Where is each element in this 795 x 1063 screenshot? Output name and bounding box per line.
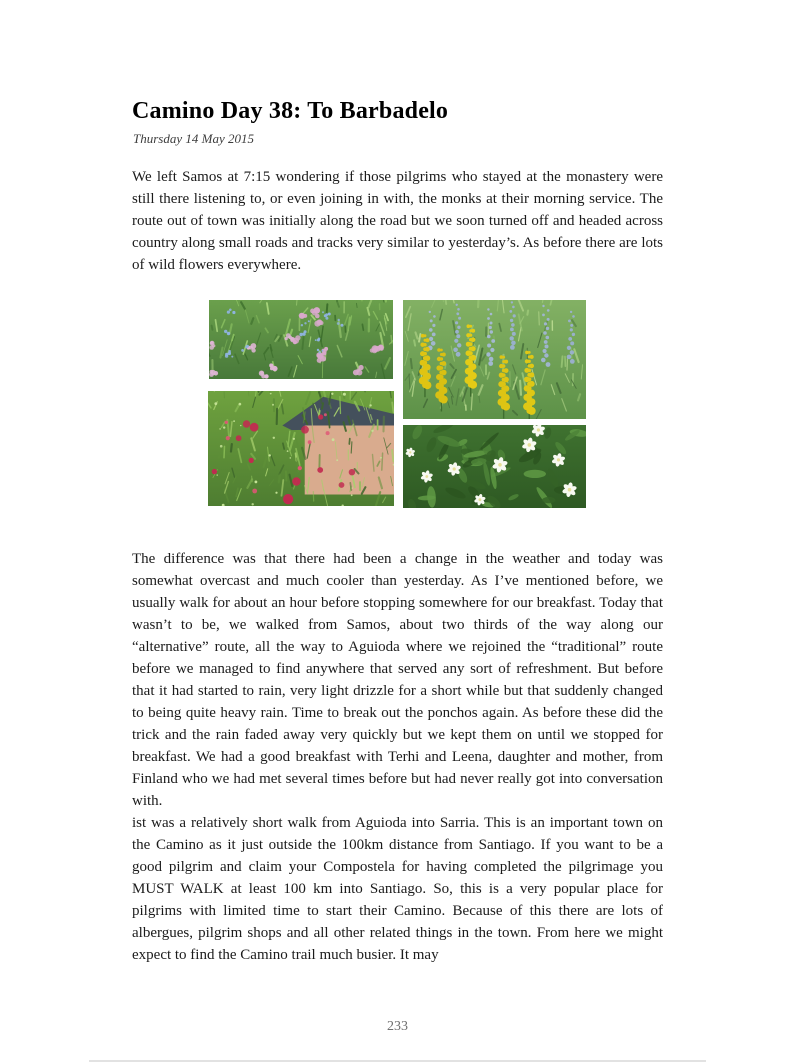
intro-paragraph-block bbox=[132, 166, 663, 276]
paragraph-intro: We left Samos at 7:15 wondering if those pilgrims who stayed at the monastery were still there listening to, or even joining in with, the monks at their morning service. The route out of town was initially along the road but we soon turned off and headed across country along small roads and tracks very similar to yesterday’s. As before there are lots of wild flowers everywhere. bbox=[132, 169, 663, 273]
photo-rose-bush bbox=[208, 391, 394, 506]
main-paragraph-block bbox=[132, 548, 663, 966]
paragraph-sarria: ist was a relatively short walk from Aguioda into Sarria. This is an important town on the Camino as it just outside the 100km distance from Santiago. If you want to be a good pilgrim and claim your Compostela for having completed the pilgrimage you MUST WALK at least 100 km into Santiago. So, this is a very popular place for pilgrims with limited time to start their Camino. Because of this there are lots of albergues, pilgrim shops and all other related things in the town. From here we might expect to find the Camino trail much busier. It may bbox=[132, 815, 663, 963]
page-number: 233 bbox=[387, 1019, 408, 1034]
post-title: Camino Day 38: To Barbadelo bbox=[132, 98, 449, 124]
post-date: Thursday 14 May 2015 bbox=[133, 131, 254, 146]
photo-pink-wildflowers bbox=[209, 300, 393, 379]
photo-white-anemones bbox=[403, 425, 586, 508]
photo-yellow-lupins bbox=[403, 300, 586, 419]
page-bottom-edge bbox=[89, 1060, 706, 1062]
paragraph-weather: The difference was that there had been a change in the weather and today was somewhat overcast and much cooler than yesterday. As I’ve mentioned before, we usually walk for about an hour before stopping somewhere for our breakfast. Today that wasn’t to be, we walked from Samos, about two thirds of the way along our “alternative” route, all the way to Aguioda where we rejoined the “traditional” route before we managed to find anywhere that served any sort of refreshment. But before that it had started to rain, very light drizzle for a short while but that suddenly changed to being quite heavy rain. Time to break out the ponchos again. As before these did the trick and the rain faded away very quickly but we kept them on until we stopped for breakfast. We had a good breakfast with Terhi and Leena, daughter and mother, from Finland who we had met several times before but had never really got into conversation with. bbox=[132, 551, 663, 809]
